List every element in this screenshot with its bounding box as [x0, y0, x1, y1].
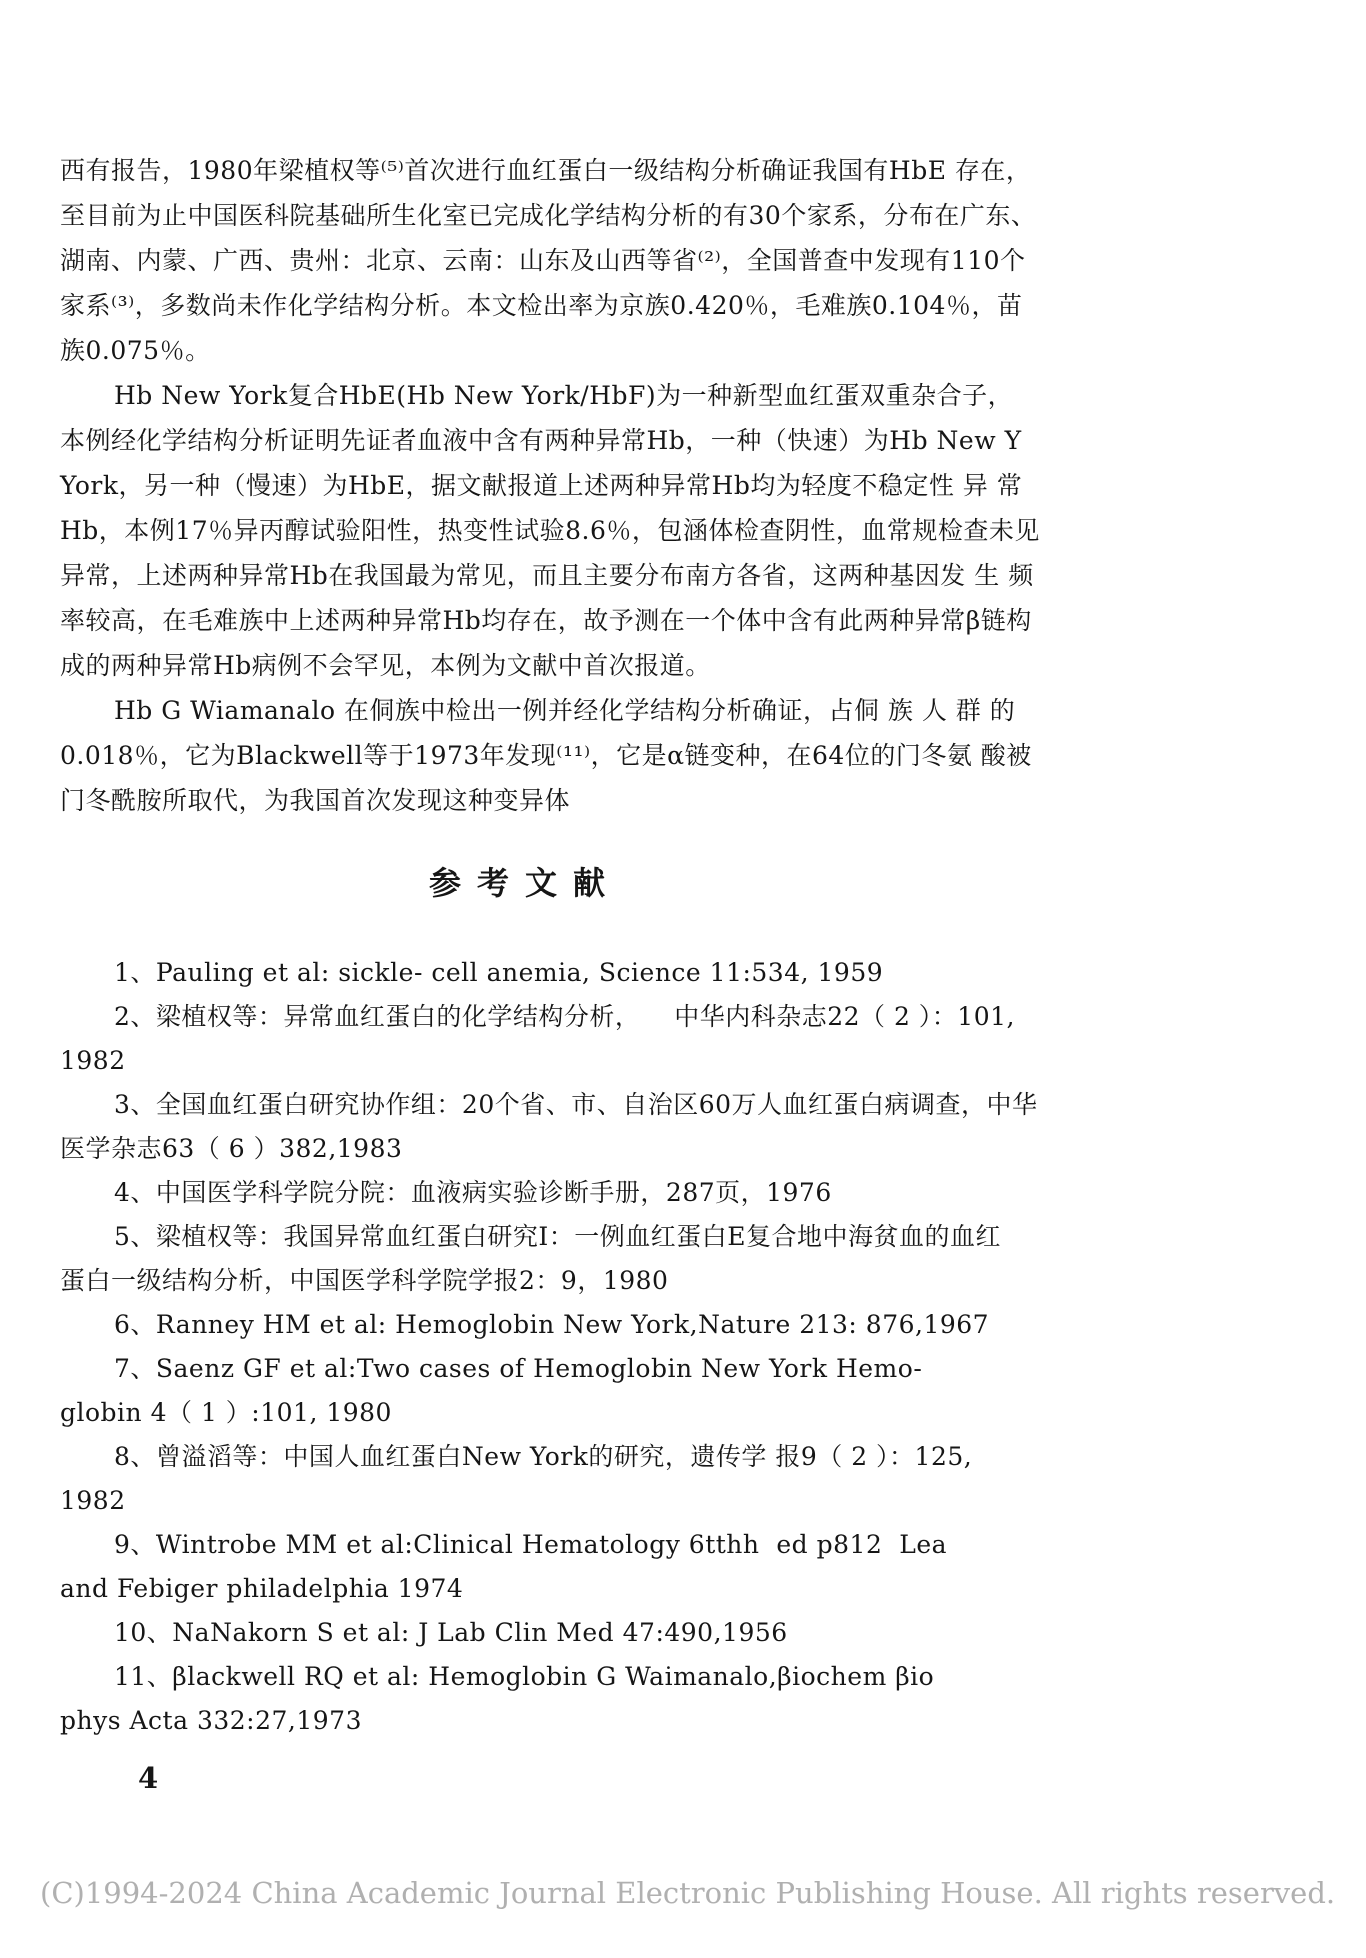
text-line: 至目前为止中国医科院基础所生化室已完成化学结构分析的有30个家系，分布在广东、	[60, 201, 1037, 230]
text-line: phys Acta 332:27,1973	[60, 1706, 362, 1735]
text-line: 1、Pauling et al: sickle- cell anemia, Science 11:534, 1959	[114, 958, 884, 987]
text-line: 西有报告，1980年梁植权等⁽⁵⁾首次进行血红蛋白一级结构分析确证我国有HbE 存在，	[60, 156, 1032, 185]
text-line: 6、Ranney HM et al: Hemoglobin New York,Nature 213: 876,1967	[114, 1310, 990, 1339]
text-line: 2、梁植权等：异常血红蛋白的化学结构分析， 中华内科杂志22（ 2 ）：101,	[114, 1002, 1015, 1031]
text-line: Hb G Wiamanalo 在侗族中检出一例并经化学结构分析确证，占侗 族 人 群 的	[114, 696, 1016, 725]
text-line: Hb New York复合HbE(Hb New York/HbF)为一种新型血红蛋双重杂合子，	[114, 381, 1014, 410]
text-line: 3、全国血红蛋白研究协作组：20个省、市、自治区60万人血红蛋白病调查，中华	[114, 1090, 1038, 1119]
text-line: 4、中国医学科学院分院：血液病实验诊断手册，287页，1976	[114, 1178, 832, 1207]
references-list	[60, 951, 1038, 1743]
text-line: 0.018％，它为Blackwell等于1973年发现⁽¹¹⁾，它是α链变种，在64位的门冬氨 酸被	[60, 741, 1032, 770]
page-text-block	[60, 148, 1040, 1795]
text-line: 湖南、内蒙、广西、贵州：北京、云南：山东及山西等省⁽²⁾，全国普查中发现有110个	[60, 246, 1026, 275]
text-line: 10、NaNakorn S et al: J Lab Clin Med 47:490,1956	[114, 1618, 788, 1647]
text-line: 9、Wintrobe MM et al:Clinical Hematology 6tthh ed p812 Lea	[114, 1530, 948, 1559]
copyright-text: (C)1994-2024 China Academic Journal Electronic Publishing House. All rights reserved.	[40, 1876, 1336, 1910]
text-line: 1982	[60, 1046, 126, 1075]
text-line: 率较高，在毛难族中上述两种异常Hb均存在，故予测在一个体中含有此两种异常β链构	[60, 606, 1032, 635]
text-line: 本例经化学结构分析证明先证者血液中含有两种异常Hb，一种（快速）为Hb New Y	[60, 426, 1022, 455]
text-line: Hb，本例17％异丙醇试验阳性，热变性试验8.6％，包涵体检查阴性，血常规检查未见	[60, 516, 1040, 545]
text-line: 成的两种异常Hb病例不会罕见，本例为文献中首次报道。	[60, 651, 711, 680]
text-line: 8、曾溢滔等：中国人血红蛋白New York的研究，遗传学 报9（ 2 ）：125,	[114, 1442, 973, 1471]
text-line: 医学杂志63（ 6 ）382,1983	[60, 1134, 403, 1163]
copyright-footer	[40, 1876, 1366, 1910]
text-line: 1982	[60, 1486, 126, 1515]
text-line: 异常，上述两种异常Hb在我国最为常见，而且主要分布南方各省，这两种基因发 生 频	[60, 561, 1034, 590]
text-line: 5、梁植权等：我国异常血红蛋白研究Ⅰ：一例血红蛋白E复合地中海贫血的血红	[114, 1222, 1002, 1251]
text-line: and Febiger philadelphia 1974	[60, 1574, 464, 1603]
text-line: 门冬酰胺所取代，为我国首次发现这种变异体	[60, 786, 571, 815]
body-paragraphs	[60, 148, 1040, 823]
text-line: globin 4（ 1 ）:101, 1980	[60, 1398, 392, 1427]
text-line: 家系⁽³⁾，多数尚未作化学结构分析。本文检出率为京族0.420％，毛难族0.104％，苗	[60, 291, 1023, 320]
text-line: 11、βlackwell RQ et al: Hemoglobin G Waimanalo,βiochem βio	[114, 1662, 935, 1691]
text-line: 7、Saenz GF et al:Two cases of Hemoglobin New York Hemo-	[114, 1354, 923, 1383]
references-heading: 参考文献	[428, 864, 621, 902]
page-number: 4	[138, 1761, 160, 1795]
text-line: York，另一种（慢速）为HbE，据文献报道上述两种异常Hb均为轻度不稳定性 异 常	[60, 471, 1023, 500]
text-line: 蛋白一级结构分析，中国医学科学院学报2：9，1980	[60, 1266, 669, 1295]
text-line: 族0.075％。	[60, 336, 211, 365]
